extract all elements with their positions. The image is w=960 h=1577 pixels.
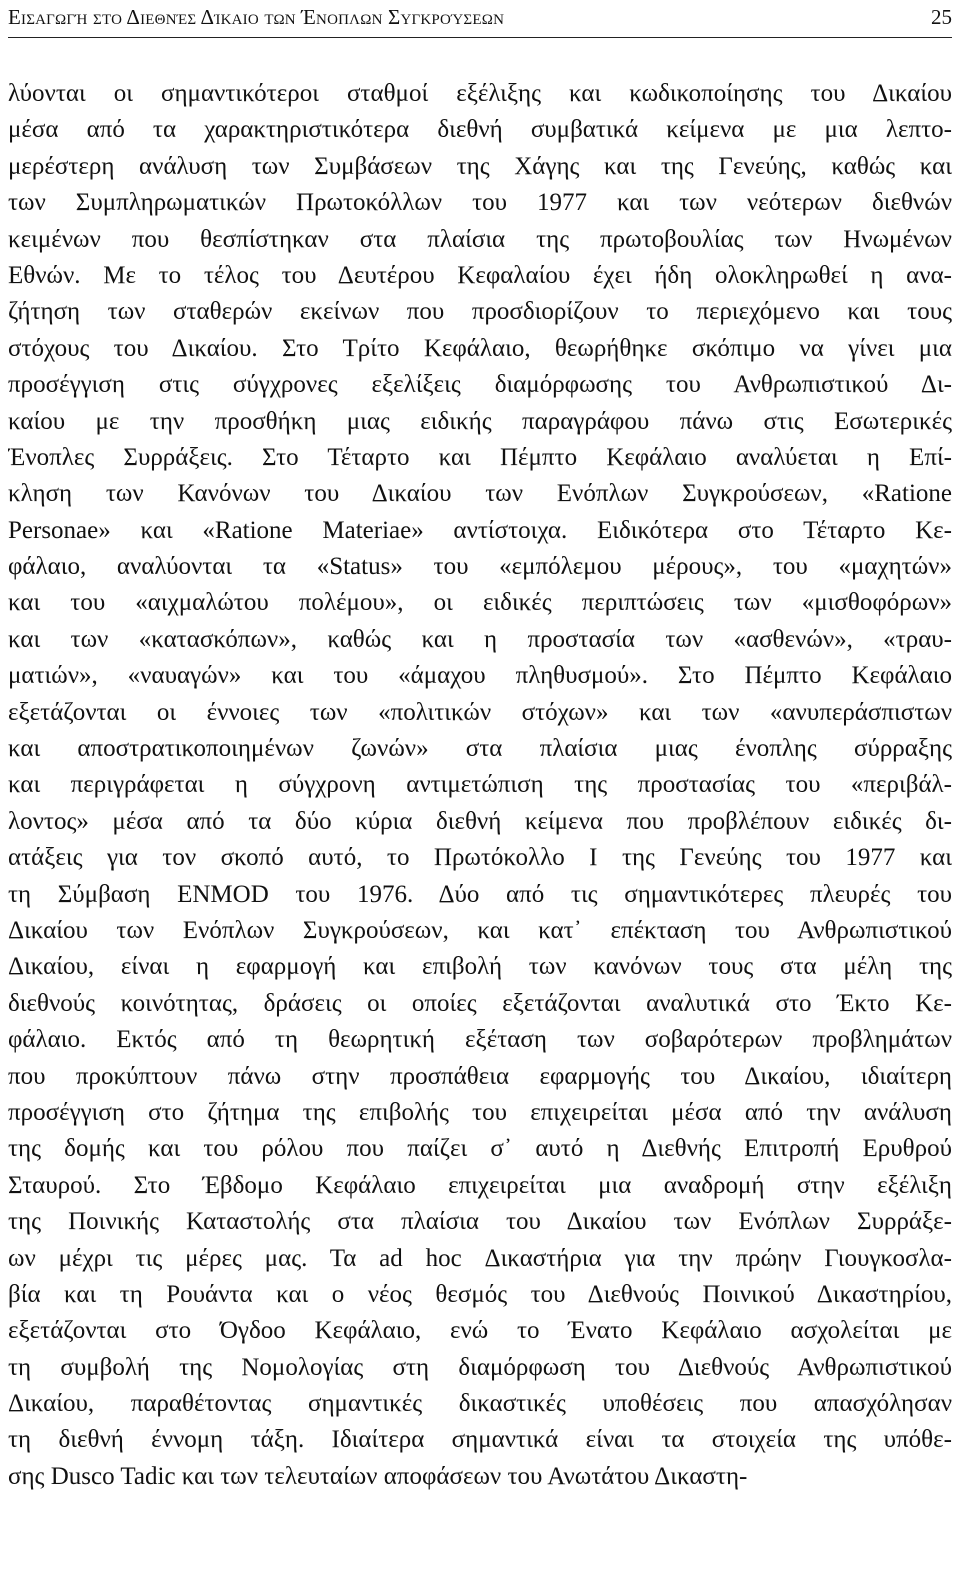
text-line: φάλαιο. Εκτός από τη θεωρητική εξέταση των σοβαρότερων προβλημάτων [8,1026,952,1054]
text-line: και των «κατασκόπων», καθώς και η προστασία των «ασθενών», «τραυ- [8,625,952,653]
text-line: λοντος» μέσα από τα δύο κύρια διεθνή κείμενα που προβλέπουν ειδικές δι- [8,807,952,835]
text-line: της Ποινικής Καταστολής στα πλαίσια του Δικαίου των Ενόπλων Συρράξε- [8,1208,952,1236]
text-line: και περιγράφεται η σύγχρονη αντιμετώπιση της προστασίας του «περιβάλ- [8,771,952,799]
text-line: λύονται οι σημαντικότεροι σταθμοί εξέλιξης και κωδικοποίησης του Δικαίου [8,80,952,107]
text-line: κειμένων που θεσπίστηκαν στα πλαίσια της πρωτοβουλίας των Ηνωμένων [8,225,952,253]
text-line: εξετάζονται οι έννοιες των «πολιτικών στόχων» και των «ανυπεράσπιστων [8,698,952,726]
text-line: προσέγγιση στις σύγχρονες εξελίξεις διαμόρφωσης του Ανθρωπιστικού Δι- [8,371,952,399]
text-line: Εθνών. Με το τέλος του Δευτέρου Κεφαλαίου έχει ήδη ολοκληρωθεί η ανα- [8,261,952,289]
text-line: και του «αιχμαλώτου πολέμου», οι ειδικές περιπτώσεις των «μισθοφόρων» [8,589,952,617]
running-header [8,0,952,34]
text-line: ζήτηση των σταθερών εκείνων που προσδιορίζουν το περιεχόμενο και τους [8,298,952,326]
text-line: που προκύπτουν πάνω στην προσπάθεια εφαρμογής του Δικαίου, ιδιαίτερη [8,1062,952,1090]
text-line: εξετάζονται στο Όγδοο Κεφάλαιο, ενώ το Ένατο Κεφάλαιο ασχολείται με [8,1317,952,1345]
text-line: των Συμπληρωματικών Πρωτοκόλλων του 1977 και των νεότερων διεθνών [8,189,952,217]
text-line: Δικαίου, είναι η εφαρμογή και επιβολή των κανόνων τους στα μέλη της [8,953,952,981]
text-line: κληση των Κανόνων του Δικαίου των Ενόπλων Συγκρούσεων, «Ratione [8,480,952,508]
text-line: ματιών», «ναυαγών» και του «άμαχου πληθυσμού». Στο Πέμπτο Κεφάλαιο [8,662,952,690]
text-line: στόχους του Δικαίου. Στο Τρίτο Κεφάλαιο, θεωρήθηκε σκόπιμο να γίνει μια [8,334,952,362]
text-line: μερέστερη ανάλυση των Συμβάσεων της Χάγης και της Γενεύης, καθώς και [8,152,952,180]
text-line: τη συμβολή της Νομολογίας στη διαμόρφωση του Διεθνούς Ανθρωπιστικού [8,1353,952,1381]
text-line: Δικαίου, παραθέτοντας σημαντικές δικαστικές υποθέσεις που απασχόλησαν [8,1390,952,1418]
text-line: μέσα από τα χαρακτηριστικότερα διεθνή συμβατικά κείμενα με μια λεπτο- [8,116,952,144]
text-line: προσέγγιση στο ζήτημα της επιβολής του επιχειρείται μέσα από την ανάλυση [8,1098,952,1126]
text-line: Σταυρού. Στο Έβδομο Κεφάλαιο επιχειρείται μια αναδρομή στην εξέλιξη [8,1171,952,1199]
header-rule [8,37,952,38]
text-line: βία και τη Ρουάντα και ο νέος θεσμός του Διεθνούς Ποινικού Δικαστηρίου, [8,1280,952,1308]
text-line: φάλαιο, αναλύονται τα «Status» του «εμπόλεμου μέρους», του «μαχητών» [8,553,952,581]
text-line: διεθνούς κοινότητας, δράσεις οι οποίες εξετάζονται αναλυτικά στο Έκτο Κε- [8,989,952,1017]
text-line: Δικαίου των Ενόπλων Συγκρούσεων, και κατ᾽ επέκταση του Ανθρωπιστικού [8,916,952,944]
text-line: της δομής και του ρόλου που παίζει σ᾽ αυτό η Διεθνής Επιτροπή Ερυθρού [8,1135,952,1163]
text-line: Ένοπλες Συρράξεις. Στο Τέταρτο και Πέμπτο Κεφάλαιο αναλύεται η Επί- [8,443,952,471]
text-line: και αποστρατικοποιημένων ζωνών» στα πλαίσια μιας ένοπλης σύρραξης [8,735,952,763]
body-paragraph [8,76,952,1495]
text-line: καίου με την προσθήκη μιας ειδικής παραγράφου πάνω στις Εσωτερικές [8,407,952,435]
text-line: ατάξεις για τον σκοπό αυτό, το Πρωτόκολλο Ι της Γενεύης του 1977 και [8,844,952,872]
running-title: Εισαγωγή στο Διεθνές Δίκαιο των Ένοπλων Συγκρούσεων [8,5,505,29]
text-line: σης Dusco Tadic και των τελευταίων αποφάσεων του Ανωτάτου Δικαστη- [8,1462,748,1490]
text-line: τη Σύμβαση ENMOD του 1976. Δύο από τις σημαντικότερες πλευρές του [8,880,952,908]
text-line: ων μέχρι τις μέρες μας. Τα ad hoc Δικαστήρια για την πρώην Γιουγκοσλα- [8,1244,952,1272]
text-line: τη διεθνή έννομη τάξη. Ιδιαίτερα σημαντικά είναι τα στοιχεία της υπόθε- [8,1426,952,1454]
page-number: 25 [931,5,952,29]
text-line: Personae» και «Ratione Materiae» αντίστοιχα. Ειδικότερα στο Τέταρτο Κε- [8,516,952,544]
